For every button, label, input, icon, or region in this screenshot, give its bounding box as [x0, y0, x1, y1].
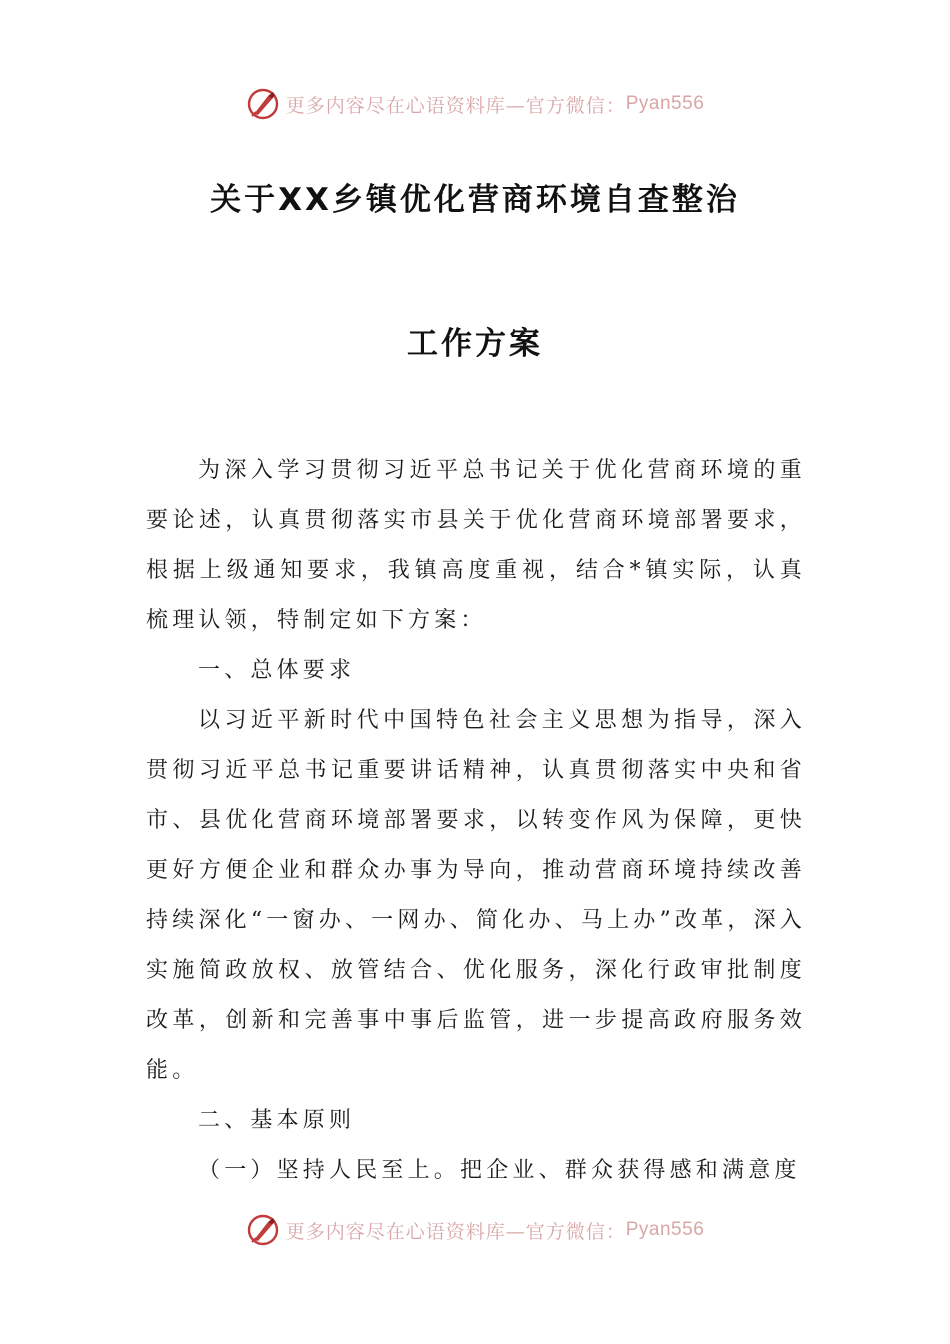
watermark-wechat-id: Pyan556: [625, 1219, 705, 1240]
document-title-line-1: 关于XX乡镇优化营商环境自查整治: [210, 182, 740, 218]
section-heading-basic-principles: 二、基本原则: [198, 1108, 356, 1133]
watermark-banner-top: [0, 84, 950, 124]
general-requirements-paragraph: 以习近平新时代中国特色社会主义思想为指导，深入贯彻习近平总书记重要讲话精神，认真贯彻落实中央和省市、县优化营商环境部署要求，以转变作风为保障，更快更好方便企业和群众办事为导向，推动营商环境持续改善持续深化“一窗办、一网办、简化办、马上办”改革，深入实施简政放权、放管结合、优化服务，深化行政审批制度改革，创新和完善事中事后监管，进一步提高政府服务效能。: [146, 708, 806, 1083]
watermark-text: 更多内容尽在心语资料库—官方微信：: [285, 94, 626, 117]
watermark-wechat-id: Pyan556: [625, 93, 705, 114]
quill-pen-icon: [246, 1213, 280, 1247]
section-heading-general-requirements: 一、总体要求: [198, 658, 356, 683]
watermark-banner-bottom: [0, 1210, 950, 1250]
watermark-text: 更多内容尽在心语资料库—官方微信：: [285, 1220, 626, 1243]
document-title-line-2: 工作方案: [407, 326, 543, 362]
intro-paragraph: 为深入学习贯彻习近平总书记关于优化营商环境的重要论述，认真贯彻落实市县关于优化营商环境部署要求，根据上级通知要求，我镇高度重视，结合*镇实际，认真梳理认领，特制定如下方案：: [146, 458, 806, 633]
quill-pen-icon: [246, 87, 280, 121]
document-body: [146, 446, 806, 1196]
principle-item-1: （一）坚持人民至上。把企业、群众获得感和满意度: [198, 1158, 801, 1183]
